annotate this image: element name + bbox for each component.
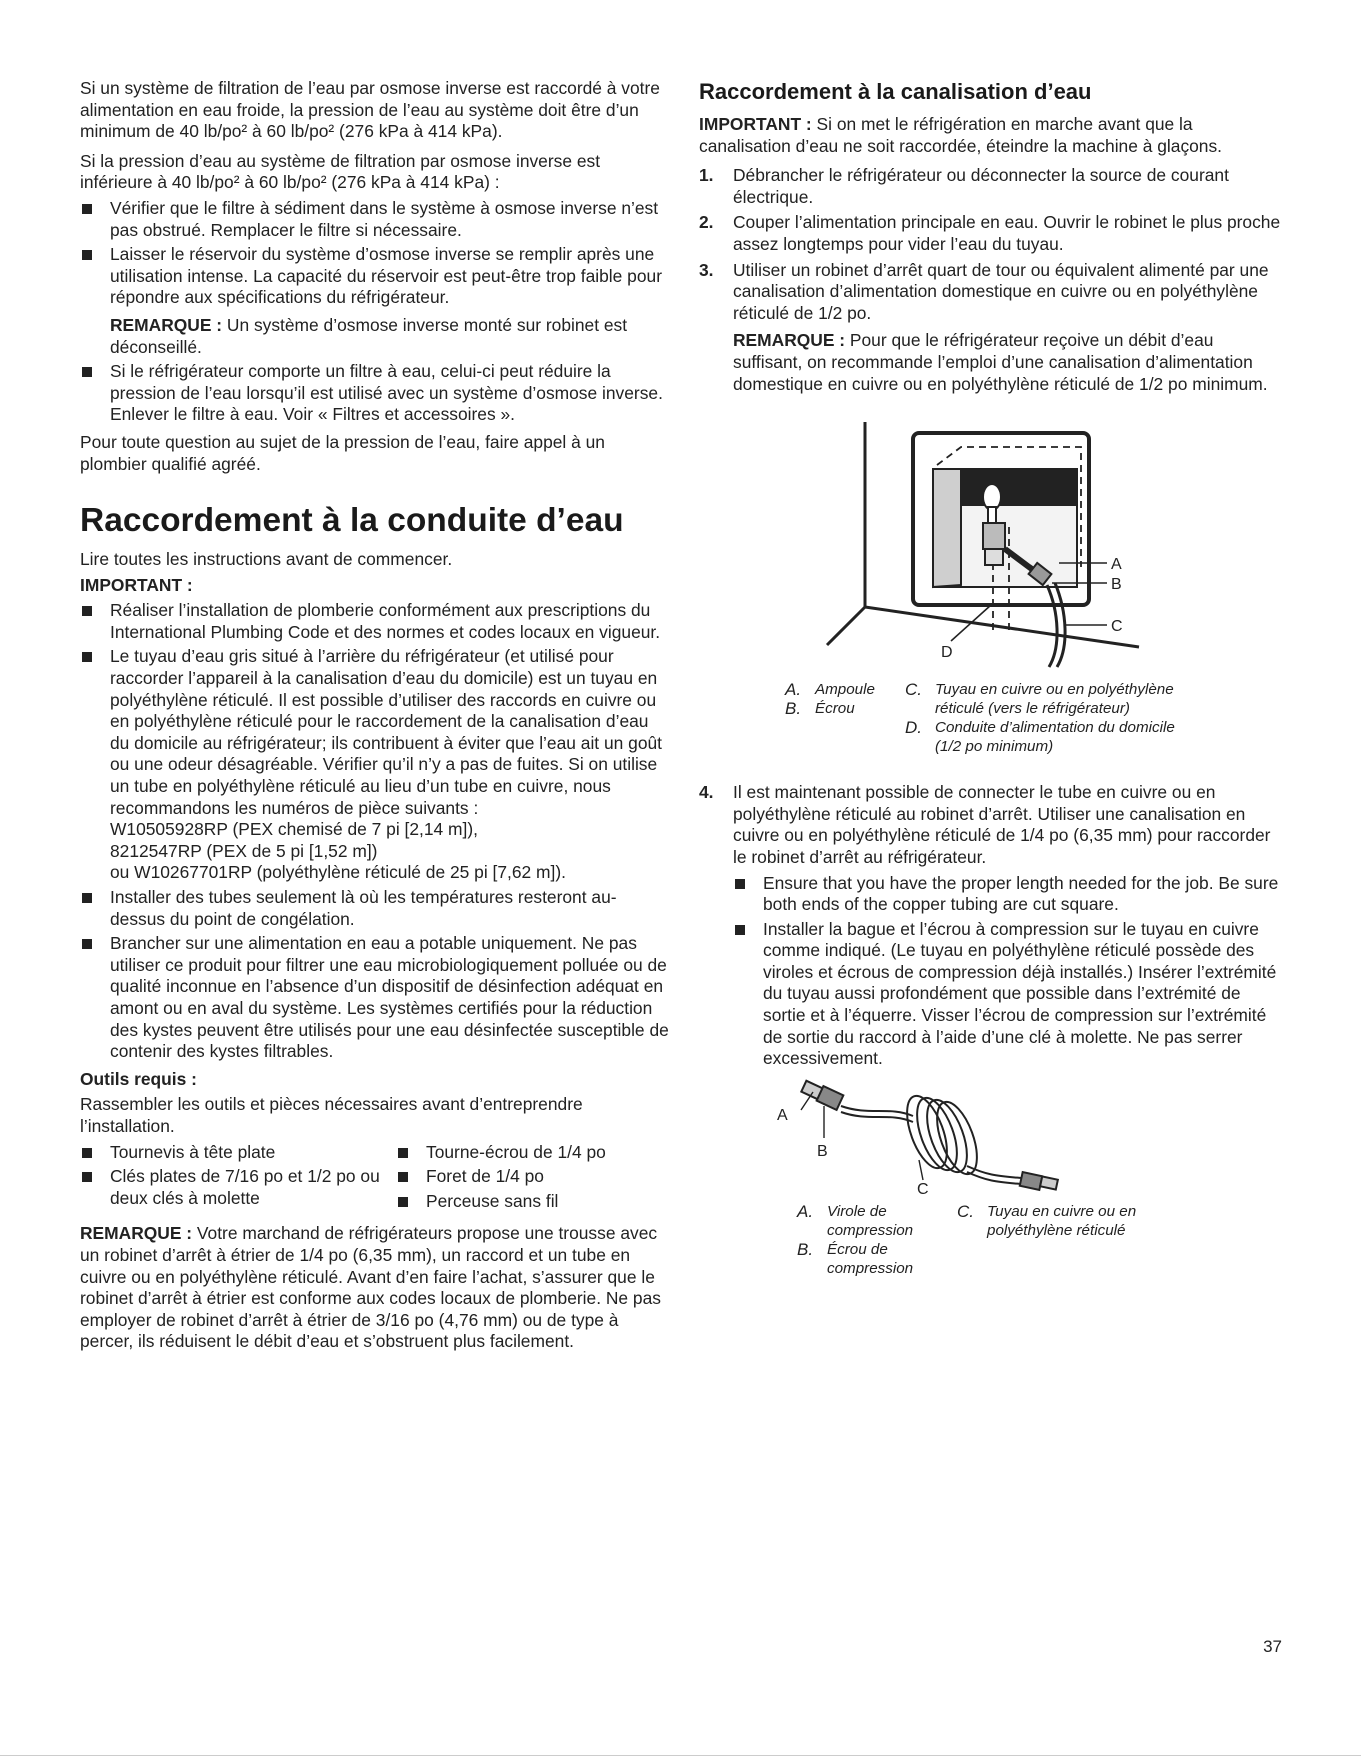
left-column [80,78,670,1361]
list-item-text: Le tuyau d’eau gris situé à l’arrière du réfrigérateur (et utilisé pour raccorder l’appareil à la canalisation d’eau du domicile) est un tuyau en polyéthylène réticulé. Il est possible d’utiliser des raccords en cuivre ou en polyéthylène réticulé pour le raccordement de la canalisation d’eau du domicile au réfrigérateur; ils contribuent à éviter que l’eau ait un goût ou une odeur désagréable. Vérifier qu’il n’y a pas de fuites. Si on utilise un tube en polyéthylène réticulé au lieu d’un tube en cuivre, nous recommandons les numéros de pièce suivants : [110,646,662,818]
step-number: 3. [699,259,714,280]
legend-column [785,680,905,756]
note-label: REMARQUE : [80,1223,193,1244]
compression-tubing-illustration [699,1076,1287,1196]
supply-note [733,330,1287,395]
shutoff-valve-illustration [699,417,1287,672]
list-item: Clés plates de 7/16 po et 1/2 po ou deux clés à molette [80,1166,396,1209]
legend-letter: C. [957,1201,974,1221]
note-text: Votre marchand de réfrigérateurs propose une trousse avec un robinet d’arrêt à étrier de 1/4 po (6,35 mm), un raccord et un tube en cuivre ou en polyéthylène réticulé. Avant d’en faire l’achat, s’assurer que le robinet d’arrêt à étrier est conforme aux codes locaux de plomberie. Ne pas employer de robinet d’arrêt à étrier de 3/16 po (4,76 mm) ou de type à percer, ils réduisent le débit d’eau et s’obstruent plus facilement. [80,1223,661,1352]
ro-note [110,315,670,358]
pressure-bullet-list [80,198,670,426]
step-text: Utiliser un robinet d’arrêt quart de tour ou équivalent alimenté par une canalisation d’alimentation domestique en cuivre ou en polyéthylène réticulé de 1/2 po. [733,259,1269,323]
section-heading: Raccordement à la canalisation d’eau [699,79,1092,104]
legend-item [785,699,905,718]
tools-heading: Outils requis : [80,1068,197,1089]
list-item: Si le réfrigérateur comporte un filtre à eau, celui-ci peut réduire la pression de l’eau lorsqu’il est utilisé avec un système d’osmose inverse. Enlever le filtre à eau. Voir « Filtres et accessoires ». [80,361,670,426]
important-paragraph [699,114,1287,157]
step-item [699,212,1287,255]
list-item: Foret de 1/4 po [396,1166,656,1188]
steps-list-continued [699,782,1287,1070]
step-text: Débrancher le réfrigérateur ou déconnecter la source de courant électrique. [733,165,1229,207]
part-number: W10505928RP (PEX chemisé de 7 pi [2,14 m]), [110,819,478,840]
compression-tubing-figure [699,1076,1287,1196]
legend-letter: B. [797,1239,814,1259]
step-text: Il est maintenant possible de connecter le tube en cuivre ou en polyéthylène réticulé au robinet d’arrêt. Utiliser une canalisation en cuivre ou en polyéthylène réticulé de 1/4 po (6,35 mm) pour raccorder le robinet d’arrêt au réfrigérateur. [733,782,1271,867]
figure1-legend [785,680,1287,756]
callout-b: B [1111,576,1122,594]
note-text: Un système d’osmose inverse monté sur robinet est déconseillé. [110,314,628,357]
tools-column-1 [80,1142,396,1216]
legend-text: Tuyau en cuivre ou en polyéthylène réticulé (vers le réfrigérateur) [935,681,1174,718]
callout-b: B [817,1142,828,1160]
part-number: 8212547RP (PEX de 5 pi [1,52 m]) [110,840,378,861]
legend-text: Tuyau en cuivre ou en polyéthylène réticulé [987,1202,1137,1239]
legend-text: Conduite d’alimentation du domicile (1/2 po minimum) [935,719,1175,756]
legend-item [797,1240,957,1278]
legend-column [905,680,1195,756]
page-bottom-divider [0,1755,1361,1756]
legend-item [797,1202,957,1240]
step4-bullet-list [733,873,1287,1070]
step-item [699,782,1287,1070]
plumber-paragraph: Pour toute question au sujet de la pression de l’eau, faire appel à un plombier qualifié agréé. [80,431,605,474]
callout-a: A [777,1106,788,1124]
important-label: IMPORTANT : [80,574,193,595]
list-item: Perceuse sans fil [396,1191,656,1213]
steps-list [699,165,1287,395]
list-item: Réaliser l’installation de plomberie conformément aux prescriptions du International Plumbing Code et des normes et codes locaux en vigueur. [80,600,670,643]
part-number: ou W10267701RP (polyéthylène réticulé de 25 pi [7,62 m]). [110,862,566,883]
important-label: IMPORTANT : [699,114,812,134]
tools-list [80,1142,670,1216]
list-item [80,646,670,884]
note-label: REMARQUE : [110,314,223,335]
legend-letter: D. [905,718,922,738]
legend-item [905,680,1195,718]
read-instructions-paragraph: Lire toutes les instructions avant de commencer. [80,549,453,570]
legend-text: Écrou de compression [827,1240,914,1277]
tools-paragraph: Rassembler les outils et pièces nécessaires avant d’entreprendre l’installation. [80,1094,583,1136]
legend-text: Écrou [815,700,855,718]
callout-c: C [917,1180,929,1196]
list-item-text: Laisser le réservoir du système d’osmose inverse se remplir après une utilisation intense. La capacité du réservoir est peut-être trop faible pour répondre aux spécifications du réfrigérateur. [110,244,662,308]
step-number: 4. [699,782,714,803]
list-item: Installer des tubes seulement là où les températures resteront au-dessus du point de congélation. [80,887,670,930]
legend-letter: A. [785,680,802,700]
list-item: Ensure that you have the proper length needed for the job. Be sure both ends of the copper tubing are cut square. [733,873,1287,916]
list-item: Brancher sur une alimentation en eau a potable uniquement. Ne pas utiliser ce produit pour filtrer une eau microbiologiquement polluée ou de qualité inconnue en l’absence d’un dispositif de désinfection adéquat en amont ou en aval du système. Les systèmes certifiés pour la réduction des kystes peuvent être utilisés pour une eau désinfectée susceptible de contenir des kystes filtrables. [80,933,670,1063]
legend-item [785,680,905,699]
callout-d: D [941,644,953,662]
ro-low-pressure-paragraph: Si la pression d’eau au système de filtration par osmose inverse est inférieure à 40 lb/po² à 60 lb/po² (276 kPa à 414 kPa) : [80,150,601,193]
kit-note [80,1223,670,1353]
shutoff-valve-figure [699,417,1287,672]
legend-letter: C. [905,680,922,700]
step-text: Couper l’alimentation principale en eau. Ouvrir le robinet le plus proche assez longtemps pour vider l’eau du tuyau. [733,212,1281,254]
ro-pressure-paragraph: Si un système de filtration de l’eau par osmose inverse est raccordé à votre alimentation en eau froide, la pression de l’eau au système doit être d’un minimum de 40 lb/po² à 60 lb/po² (276 kPa à 414 kPa). [80,78,660,142]
important-bullet-list [80,600,670,1062]
note-text: Pour que le réfrigérateur reçoive un débit d’eau suffisant, on recommande l’emploi d’une canalisation d’alimentation domestique en cuivre ou en polyéthylène réticulé de 1/2 po minimum. [733,330,1268,394]
callout-c: C [1111,618,1123,636]
list-item: Installer la bague et l’écrou à compression sur le tuyau en cuivre comme indiqué. (Le tuyau en polyéthylène réticulé possède des viroles et écrous de compression déjà installés.) Insérer l’extrémité du tuyau aussi profondément que possible dans l’extrémité de sortie et à l’équerre. Visser l’écrou de compression sur l’extrémité de sortie du raccord à l’aide d’une clé à molette. Ne pas serrer excessivement. [733,919,1287,1070]
legend-item [905,718,1195,756]
step-item [699,165,1287,208]
legend-letter: B. [785,699,802,719]
legend-text: Virole de compression [827,1202,914,1239]
note-label: REMARQUE : [733,330,846,351]
figure2-legend [797,1202,1287,1278]
legend-column [797,1202,957,1278]
section-heading: Raccordement à la conduite d’eau [80,502,624,540]
callout-a: A [1111,556,1122,574]
page-number: 37 [1263,1637,1282,1656]
step-item [699,260,1287,396]
list-item: Vérifier que le filtre à sédiment dans le système à osmose inverse n’est pas obstrué. Remplacer le filtre si nécessaire. [80,198,670,241]
list-item [80,244,670,358]
step-number: 2. [699,212,714,233]
important-text: Si on met le réfrigération en marche avant que la canalisation d’eau ne soit raccordée, éteindre la machine à glaçons. [699,114,1223,156]
list-item: Tournevis à tête plate [80,1142,396,1164]
list-item: Tourne-écrou de 1/4 po [396,1142,656,1164]
legend-letter: A. [797,1201,814,1221]
legend-text: Ampoule [815,681,875,699]
step-number: 1. [699,165,714,186]
legend-item [957,1202,1157,1240]
legend-column [957,1202,1157,1278]
tools-column-2 [396,1142,656,1216]
right-column [699,78,1287,1278]
